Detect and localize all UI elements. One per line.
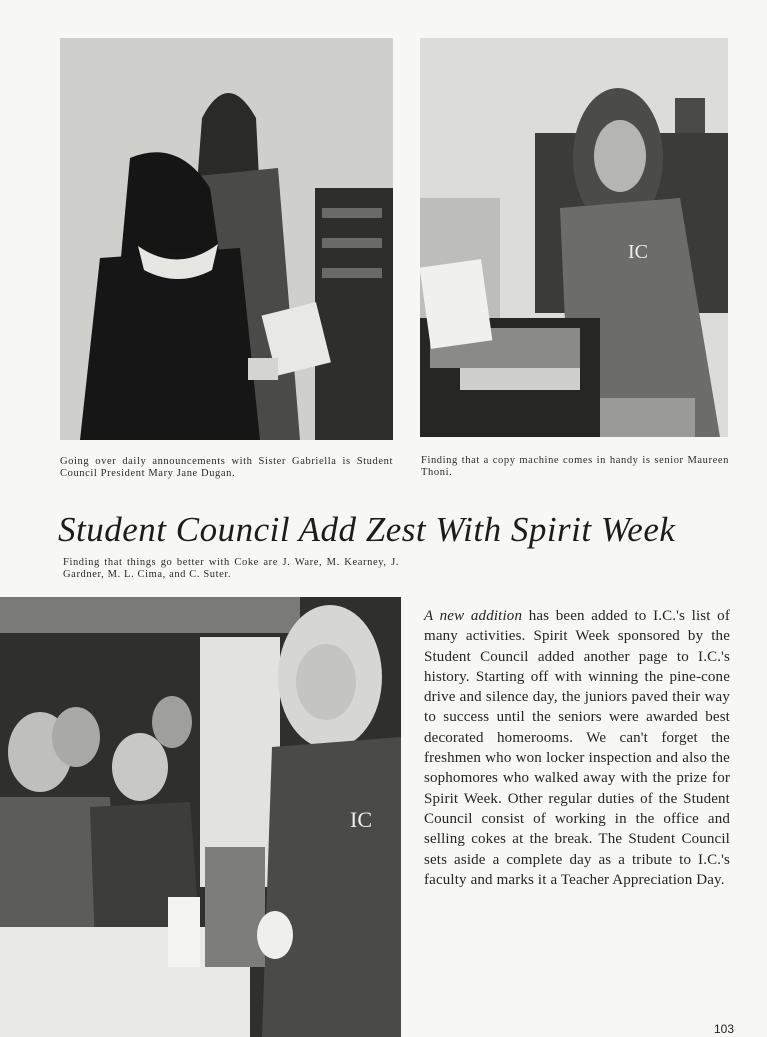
caption-coke: Finding that things go better with Coke are J. Ware, M. Kearney, J. Gardner, M. L. Cima, and C. Suter. xyxy=(63,557,399,580)
photo-coke-break-illustration xyxy=(0,597,401,1037)
photo-copy-machine xyxy=(420,38,728,437)
crest-monogram: IC xyxy=(628,241,648,263)
photo-copy-machine-illustration xyxy=(420,38,728,437)
article-lead: A new addition xyxy=(424,608,523,624)
photo-coke-break xyxy=(0,597,401,1037)
crest-monogram: IC xyxy=(350,807,372,832)
article-headline: Student Council Add Zest With Spirit Week xyxy=(58,510,676,549)
photo-announcements-illustration xyxy=(60,38,393,440)
caption-announcements: Going over daily announcements with Sister Gabriella is Student Council President Mary Jane Dugan. xyxy=(60,456,393,479)
article-body xyxy=(424,606,730,890)
article-text: has been added to I.C.'s list of many activities. Spirit Week sponsored by the Student Council added another page to I.C.'s history. Starting off with winning the pine-cone drive and silence day, the juniors paved their way to success until the seniors were awarded best decorated homerooms. We can't forget the freshmen who won locker inspection and also the sophomores who walked away with the prize for Spirit Week. Other regular duties of the Student Council consist of working in the office and selling cokes at the break. The Student Council sets aside a complete day as a tribute to I.C.'s faculty and marks it a Teacher Appreciation Day. xyxy=(424,608,730,888)
caption-copy-machine: Finding that a copy machine comes in handy is senior Maureen Thoni. xyxy=(421,455,729,478)
page-number: 103 xyxy=(714,1022,735,1036)
photo-announcements xyxy=(60,38,393,440)
